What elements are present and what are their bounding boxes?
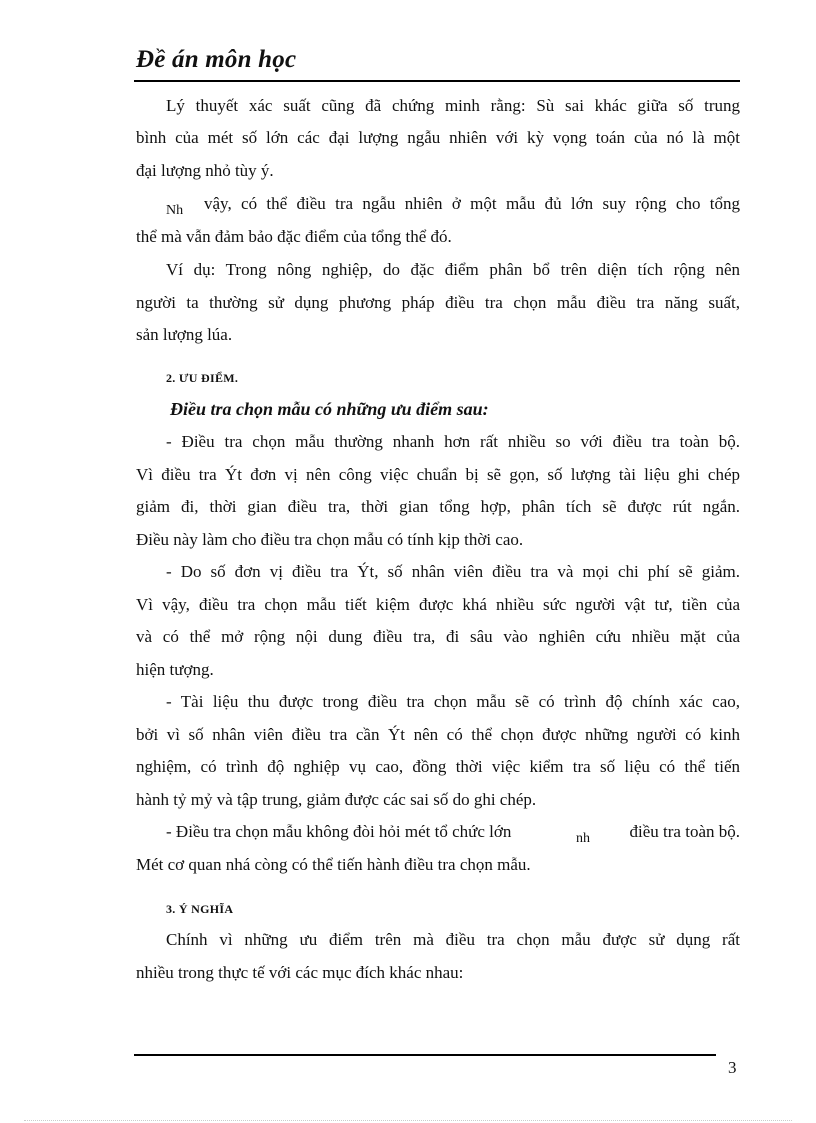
paragraph-line: sản lượng lúa.: [136, 325, 233, 344]
paragraph-line: và có thể mở rộng nội dung điều tra, đi sâu vào nghiên cứu nhiều mặt của: [136, 627, 740, 646]
paragraph-line: [576, 824, 590, 846]
paragraph-line: Chính vì những ưu điểm trên mà điều tra chọn mẫu được sử dụng rất: [166, 930, 740, 949]
paragraph-line: Mét cơ quan nhá còng có thể tiến hành điều tra chọn mẫu.: [136, 855, 531, 874]
section-heading: 2. ƯU ĐIỂM.: [166, 371, 239, 385]
page-number: 3: [728, 1058, 737, 1077]
paragraph-line: điều tra toàn bộ.: [629, 822, 740, 841]
section-heading: 3. Ý NGHĨA: [166, 902, 234, 916]
paragraph-line: nghiệm, có trình độ nghiệp vụ cao, đồng thời việc kiểm tra số liệu có thể tiến: [136, 757, 740, 776]
paragraph-line: bình của mét số lớn các đại lượng ngẫu nhiên với kỳ vọng toán của nó là một: [136, 128, 740, 147]
paragraph-line: nhiều trong thực tế với các mục đích khác nhau:: [136, 963, 464, 982]
paragraph-line: - Do số đơn vị điều tra Ýt, số nhân viên điều tra và mọi chi phí sẽ giảm.: [166, 562, 740, 581]
paragraph-line: Ví dụ: Trong nông nghiệp, do đặc điểm phân bổ trên diện tích rộng nên: [166, 260, 740, 279]
paragraph-line: bởi vì số nhân viên điều tra cần Ýt nên có thể chọn được những người có kinh: [136, 725, 740, 744]
header-rule: [134, 80, 740, 82]
paragraph-line: thể mà vẫn đảm bảo đặc điểm của tổng thể đó.: [136, 227, 452, 246]
fragment: Nh: [166, 203, 184, 218]
section-subheading: Điều tra chọn mẫu có những ưu điểm sau:: [170, 399, 489, 419]
paragraph-line: Lý thuyết xác suất cũng đã chứng minh rằng: Sù sai khác giữa số trung: [166, 96, 740, 115]
page-edge-divider: [24, 1120, 792, 1121]
paragraph-line: - Tài liệu thu được trong điều tra chọn mẫu sẽ có trình độ chính xác cao,: [166, 692, 740, 711]
paragraph-line: hành tỷ mỷ và tập trung, giảm được các sai số do ghi chép.: [136, 790, 537, 809]
paragraph-line: Vì điều tra Ýt đơn vị nên công việc chuẩn bị sẽ gọn, số lượng tài liệu ghi chép: [136, 465, 740, 484]
fragment: nh: [576, 831, 590, 846]
paragraph-line: đại lượng nhỏ tùy ý.: [136, 161, 274, 180]
footer-rule: [134, 1054, 716, 1056]
paragraph-line: vậy, có thể điều tra ngẫu nhiên ở một mẫu đủ lớn suy rộng cho tổng: [204, 194, 740, 213]
paragraph-line: - Điều tra chọn mẫu không đòi hỏi mét tổ chức lớn: [166, 822, 512, 841]
paragraph-line: giảm đi, thời gian điều tra, thời gian tổng hợp, phân tích sẽ được rút ngắn.: [136, 497, 740, 516]
paragraph-line: - Điều tra chọn mẫu thường nhanh hơn rất nhiều so với điều tra toàn bộ.: [166, 432, 740, 451]
page-header-title: Đề án môn học: [136, 46, 297, 73]
paragraph-line: Điều này làm cho điều tra chọn mẫu có tính kịp thời cao.: [136, 530, 524, 549]
paragraph-line: người ta thường sử dụng phương pháp điều tra chọn mẫu điều tra năng suất,: [136, 293, 740, 312]
paragraph-line: [166, 196, 183, 218]
paragraph-line: Vì vậy, điều tra chọn mẫu tiết kiệm được khá nhiều sức người vật tư, tiền của: [136, 595, 740, 614]
paragraph-line: hiện tượng.: [136, 660, 214, 679]
